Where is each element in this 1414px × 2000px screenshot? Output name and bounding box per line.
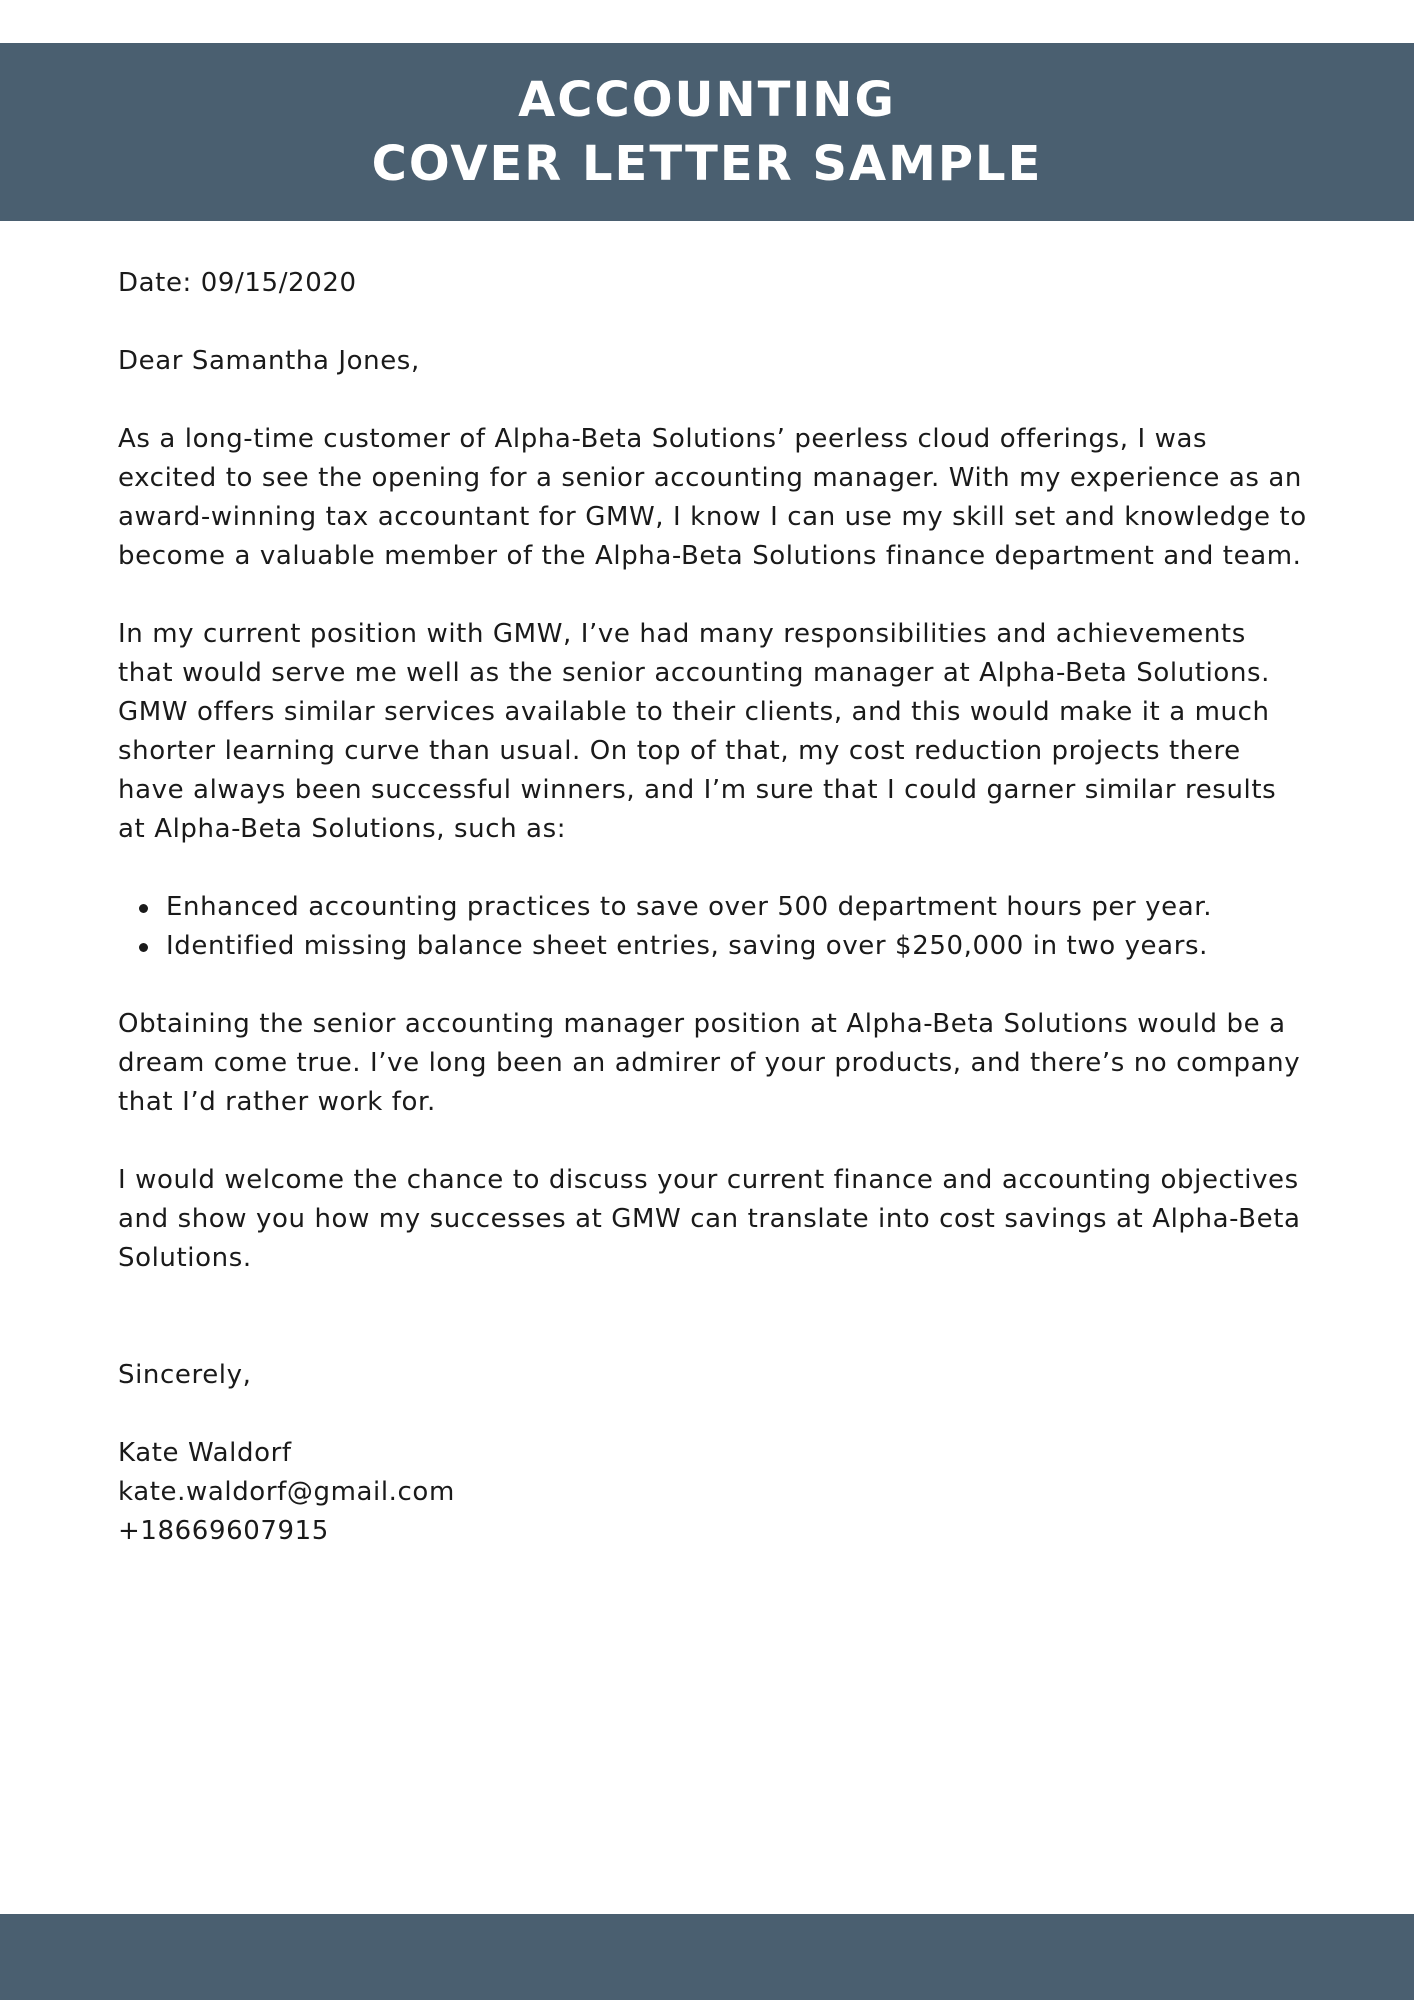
- list-item-text: Enhanced accounting practices to save over 500 department hours per year.: [166, 892, 1213, 922]
- spacer: [118, 1122, 1308, 1161]
- paragraph-current-position: In my current position with GMW, I’ve had many responsibilities and achievements that would serve me well as the senior accounting manager at Alpha-Beta Solutions. GMW offers similar services available to their clients, and this would make it a much shorter learning curve than usual. On top of that, my cost reduction projects there have always been successful winners, and I’m sure that I could garner similar results at Alpha-Beta Solutions, such as:: [118, 619, 1277, 844]
- list-item: [166, 888, 1308, 927]
- spacer: [118, 966, 1308, 1005]
- letter-closing: Sincerely,: [118, 1360, 252, 1390]
- title-line-2: COVER LETTER SAMPLE: [371, 136, 1043, 192]
- letter-salutation: Dear Samantha Jones,: [118, 346, 420, 376]
- signature-name: Kate Waldorf: [118, 1438, 292, 1468]
- spacer: [118, 303, 1308, 342]
- spacer: [118, 381, 1308, 420]
- spacer: [118, 576, 1308, 615]
- list-item: [166, 927, 1308, 966]
- letter-body: [118, 264, 1308, 1551]
- bullet-icon: [139, 943, 148, 952]
- bullet-icon: [139, 904, 148, 913]
- signature-phone: +18669607915: [118, 1516, 329, 1546]
- title-line-1: ACCOUNTING: [518, 72, 896, 128]
- spacer: [118, 849, 1308, 888]
- paragraph-closing-remarks: I would welcome the chance to discuss your current finance and accounting objectives and show you how my successes at GMW can translate into cost savings at Alpha-Beta Solutions.: [118, 1165, 1301, 1273]
- header-band: [0, 43, 1414, 221]
- achievements-list: [118, 888, 1308, 966]
- list-item-text: Identified missing balance sheet entries, saving over $250,000 in two years.: [166, 931, 1208, 961]
- spacer: [118, 1278, 1308, 1356]
- paragraph-intro: As a long-time customer of Alpha-Beta Solutions’ peerless cloud offerings, I was excited to see the opening for a senior accounting manager. With my experience as an award-winning tax accountant for GMW, I know I can use my skill set and knowledge to become a valuable member of the Alpha-Beta Solutions finance department and team.: [118, 424, 1307, 571]
- footer-band: [0, 1914, 1414, 2000]
- paragraph-motivation: Obtaining the senior accounting manager position at Alpha-Beta Solutions would be a dream come true. I’ve long been an admirer of your products, and there’s no company that I’d rather work for.: [118, 1009, 1301, 1117]
- signature-email: kate.waldorf@gmail.com: [118, 1477, 455, 1507]
- spacer: [118, 1395, 1308, 1434]
- letter-date: Date: 09/15/2020: [118, 268, 357, 298]
